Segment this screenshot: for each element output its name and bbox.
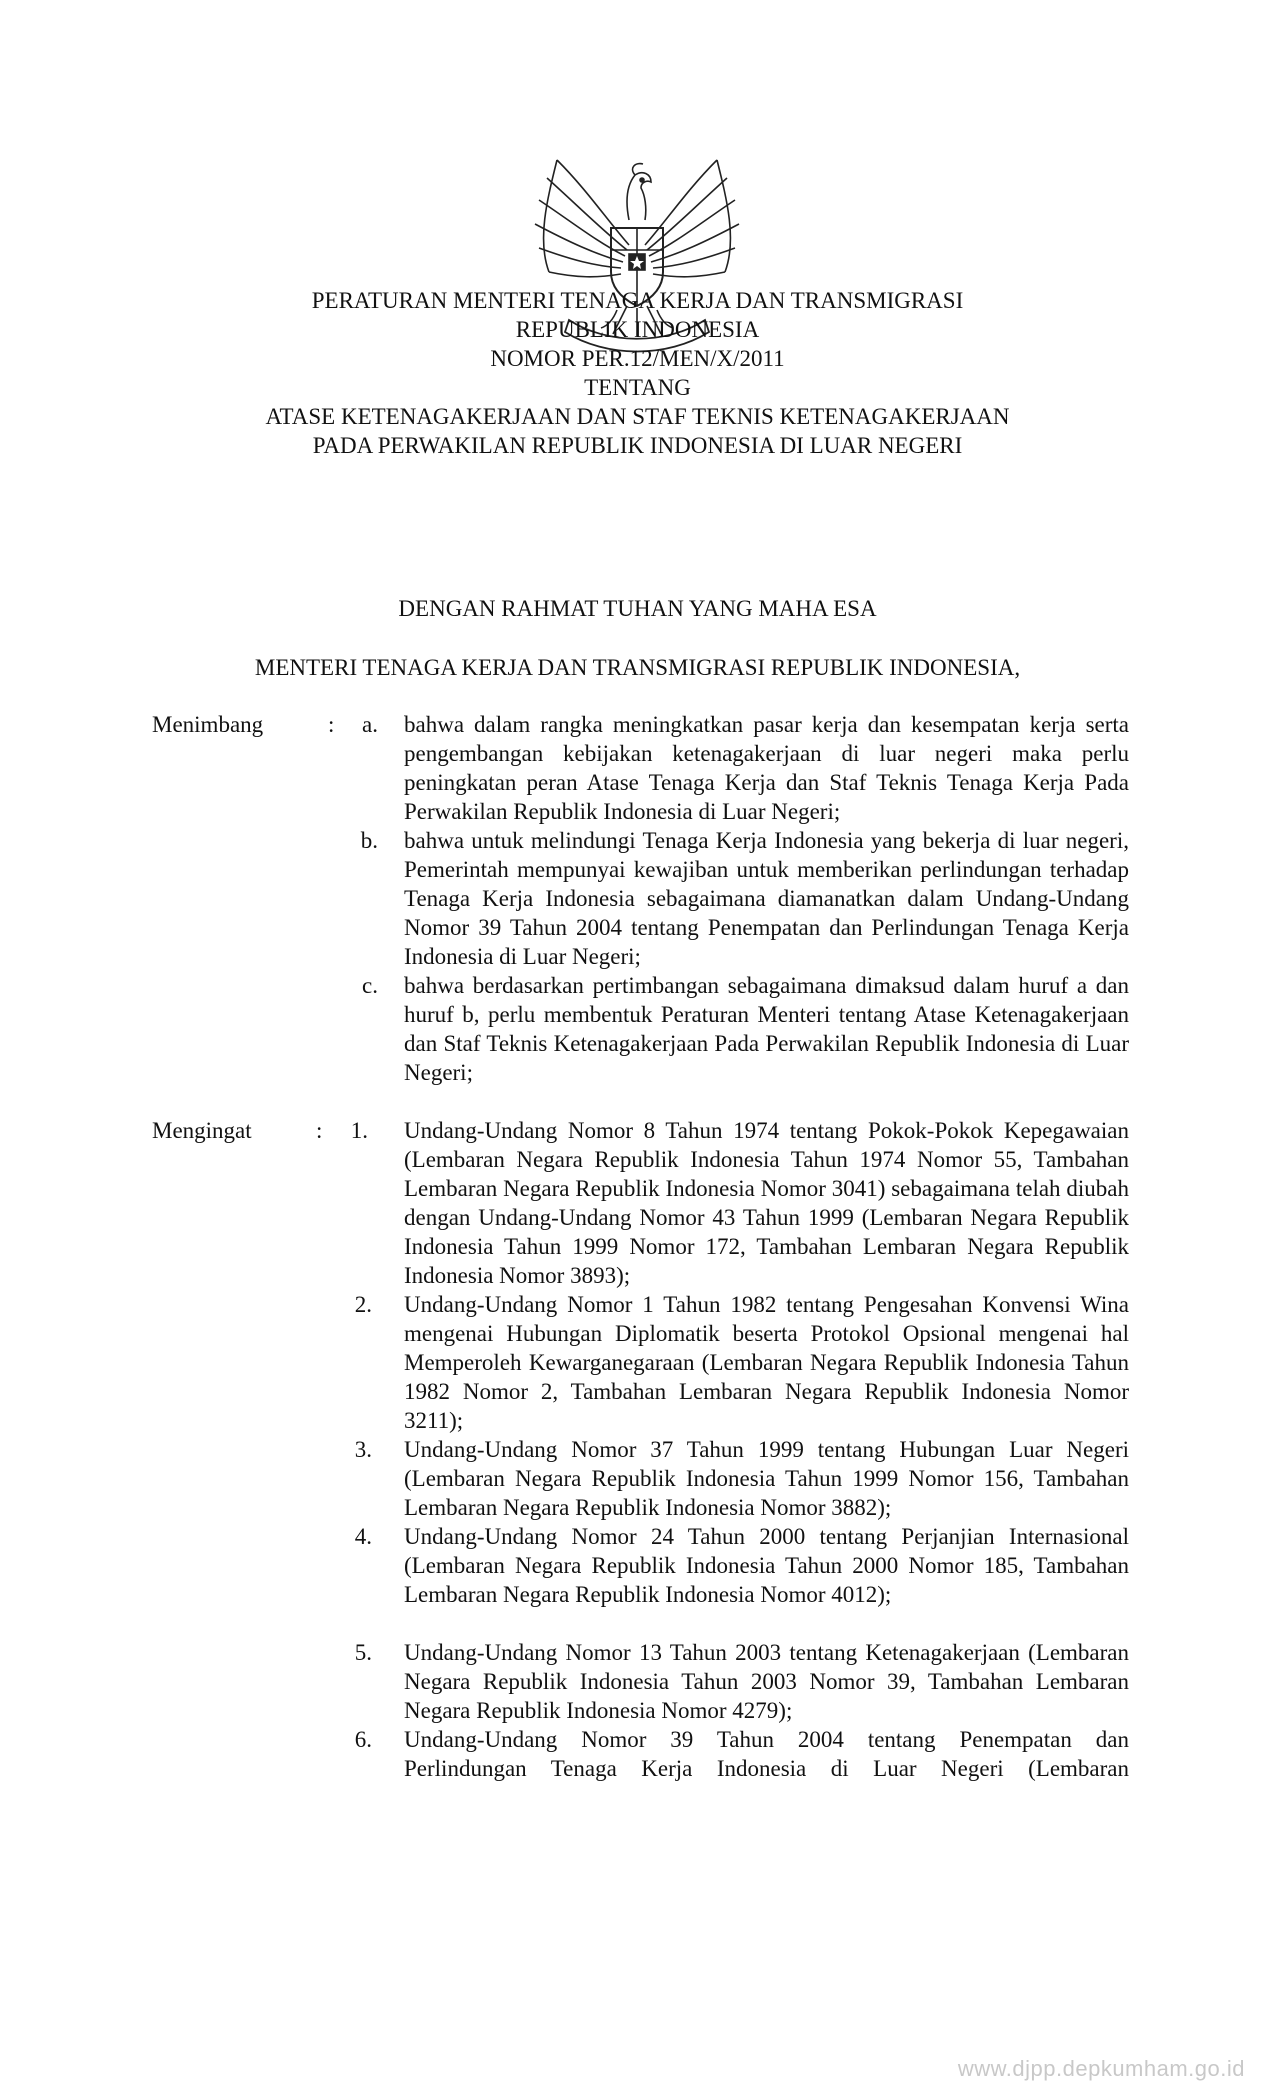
mengingat-marker-4: 4.: [354, 1524, 372, 1549]
menimbang-item-b: bahwa untuk melindungi Tenaga Kerja Indonesia yang bekerja di luar negeri, Pemerintah mempunyai kewajiban untuk memberikan perlindungan terhadap Tenaga Kerja Indonesia sebagaimana diamanatkan dalam Undang-Undang Nomor 39 Tahun 2004 tentang Penempatan dan Perlindungan Tenaga Kerja Indonesia di Luar Negeri;: [404, 828, 1129, 969]
menimbang-marker-c: c.: [362, 973, 378, 998]
mengingat-item-3: Undang-Undang Nomor 37 Tahun 1999 tentang Hubungan Luar Negeri (Lembaran Negara Republik Indonesia Tahun 1999 Nomor 156, Tambahan Lembaran Negara Republik Indonesia Nomor 3882);: [404, 1437, 1129, 1520]
mengingat-item-1: Undang-Undang Nomor 8 Tahun 1974 tentang Pokok-Pokok Kepegawaian (Lembaran Negara Republik Indonesia Tahun 1974 Nomor 55, Tambahan Lembaran Negara Republik Indonesia Nomor 3041) sebagaimana telah diubah dengan Undang-Undang Nomor 43 Tahun 1999 (Lembaran Negara Republik Indonesia Tahun 1999 Nomor 172, Tambahan Lembaran Negara Republik Indonesia Nomor 3893);: [404, 1118, 1129, 1288]
menimbang-item-c: bahwa berdasarkan pertimbangan sebagaimana dimaksud dalam huruf a dan huruf b, perlu membentuk Peraturan Menteri tentang Atase Ketenagakerjaan dan Staf Teknis Ketenagakerjaan Pada Perwakilan Republik Indonesia di Luar Negeri;: [404, 973, 1129, 1085]
minister-heading: [0, 653, 1275, 682]
invocation: [0, 594, 1275, 623]
mengingat-marker-6: 6.: [354, 1727, 372, 1752]
menimbang-marker-a: a.: [362, 712, 378, 737]
menimbang-colon: :: [328, 712, 335, 737]
title-line-1: PERATURAN MENTERI TENAGA KERJA DAN TRANSMIGRASI: [311, 288, 964, 313]
mengingat-marker-1: 1.: [350, 1118, 368, 1143]
minister-text: MENTERI TENAGA KERJA DAN TRANSMIGRASI REPUBLIK INDONESIA,: [254, 655, 1021, 680]
regulation-title: [0, 286, 1275, 460]
menimbang-item-a: bahwa dalam rangka meningkatkan pasar kerja dan kesempatan kerja serta pengembangan kebijakan ketenagakerjaan di luar negeri maka perlu peningkatan peran Atase Tenaga Kerja dan Staf Teknis Tenaga Kerja Pada Perwakilan Republik Indonesia di Luar Negeri;: [404, 712, 1129, 824]
mengingat-item-2: Undang-Undang Nomor 1 Tahun 1982 tentang Pengesahan Konvensi Wina mengenai Hubungan Diplomatik beserta Protokol Opsional mengenai hal Memperoleh Kewarganegaraan (Lembaran Negara Republik Indonesia Tahun 1982 Nomor 2, Tambahan Lembaran Negara Republik Indonesia Nomor 3211);: [404, 1292, 1129, 1433]
site-watermark: www.djpp.depkumham.go.id: [957, 2056, 1245, 2081]
title-line-6: PADA PERWAKILAN REPUBLIK INDONESIA DI LUAR NEGERI: [312, 433, 963, 458]
mengingat-colon: :: [316, 1118, 323, 1143]
mengingat-marker-5: 5.: [354, 1640, 372, 1665]
mengingat-item-6: Undang-Undang Nomor 39 Tahun 2004 tentang Penempatan dan Perlindungan Tenaga Kerja Indonesia di Luar Negeri (Lembaran: [404, 1727, 1129, 1781]
mengingat-marker-2: 2.: [354, 1292, 372, 1317]
title-line-4: TENTANG: [584, 375, 691, 400]
mengingat-marker-3: 3.: [354, 1437, 372, 1462]
title-line-5: ATASE KETENAGAKERJAAN DAN STAF TEKNIS KETENAGAKERJAAN: [265, 404, 1010, 429]
title-line-2: REPUBLIK INDONESIA: [515, 317, 760, 342]
title-line-3: NOMOR PER.12/MEN/X/2011: [490, 346, 785, 371]
menimbang-marker-b: b.: [360, 828, 378, 853]
mengingat-item-4: Undang-Undang Nomor 24 Tahun 2000 tentang Perjanjian Internasional (Lembaran Negara Republik Indonesia Tahun 2000 Nomor 185, Tambahan Lembaran Negara Republik Indonesia Nomor 4012);: [404, 1524, 1129, 1607]
mengingat-item-5: Undang-Undang Nomor 13 Tahun 2003 tentang Ketenagakerjaan (Lembaran Negara Republik Indonesia Tahun 2003 Nomor 39, Tambahan Lembaran Negara Republik Indonesia Nomor 4279);: [404, 1640, 1129, 1723]
invocation-text: DENGAN RAHMAT TUHAN YANG MAHA ESA: [398, 596, 877, 621]
mengingat-label: Mengingat: [152, 1118, 252, 1143]
menimbang-label: Menimbang: [152, 712, 264, 737]
